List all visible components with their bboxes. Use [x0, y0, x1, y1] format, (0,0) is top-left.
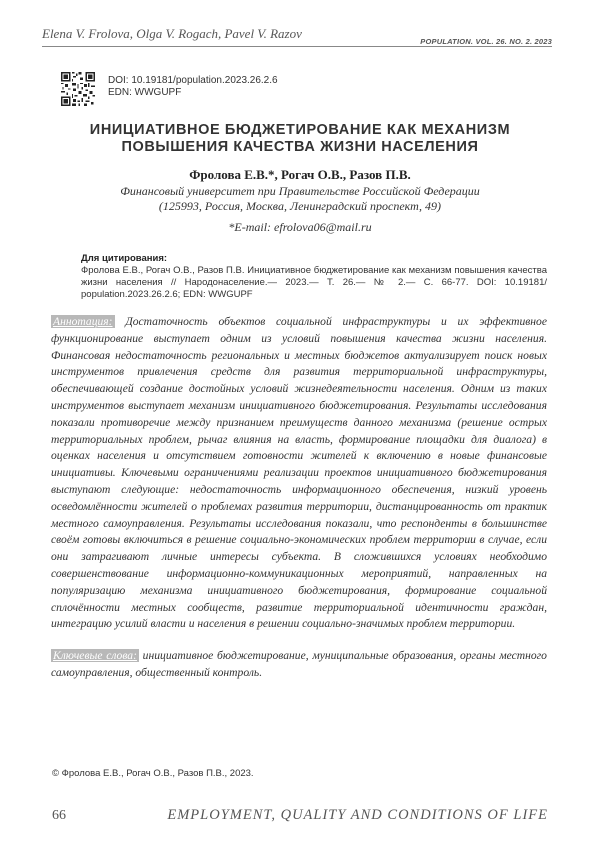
- citation-label: Для цитирования:: [81, 253, 168, 264]
- keywords: [51, 648, 547, 682]
- running-header-authors: Elena V. Frolova, Olga V. Rogach, Pavel V. Razov: [42, 26, 302, 41]
- copyright-notice: © Фролова Е.В., Рогач О.В., Разов П.В., 2023.: [52, 768, 254, 779]
- abstract: [51, 314, 547, 633]
- citation-text: Фролова Е.В., Рогач О.В., Разов П.В. Инициативное бюджетирование как механизм повышения качества жизни населения // Народонаселение.— 2023.— Т. 26.— № 2.— С. 66-77. DOI: 10.19181/ population.2023.26.2.6; EDN: WWGUPF: [81, 265, 547, 301]
- header-divider: [42, 46, 552, 47]
- keywords-text: инициативное бюджетирование, муниципальные образования, органы местного самоуправления, общественный контроль.: [51, 649, 547, 679]
- title-line-2: ПОВЫШЕНИЯ КАЧЕСТВА ЖИЗНИ НАСЕЛЕНИЯ: [121, 139, 479, 155]
- corresponding-email[interactable]: *E-mail: efrolova06@mail.ru: [228, 220, 372, 234]
- section-title: EMPLOYMENT, QUALITY AND CONDITIONS OF LIFE: [167, 807, 548, 823]
- article-authors: Фролова Е.В.*, Рогач О.В., Разов П.В.: [189, 167, 411, 182]
- qr-code-icon: [61, 72, 95, 106]
- affiliation-line-1: Финансовый университет при Правительстве Российской Федерации: [120, 184, 480, 198]
- doi-line[interactable]: DOI: 10.19181/population.2023.26.2.6: [108, 75, 278, 86]
- article-title: [60, 122, 540, 156]
- affiliation-line-2: (125993, Россия, Москва, Ленинградский проспект, 49): [158, 199, 442, 213]
- doi-block: [108, 75, 278, 99]
- abstract-label: Аннотация:: [53, 315, 113, 328]
- title-line-1: ИНИЦИАТИВНОЕ БЮДЖЕТИРОВАНИЕ КАК МЕХАНИЗМ: [89, 122, 511, 138]
- abstract-text: Достаточность объектов социальной инфраструктуры и их эффективное функционирование выступает одним из условий повышения качества жизни населения. Финансовая недостаточность региональных и местных бюджетов актуализирует поиск новых инструментов привлечения средств для развития территориальной инфраструктуры, обеспечивающей создание достойных условий жизнедеятельности населения. Одним из таких инструментов выступает механизм инициативного бюджетирования. Результаты исследования показали противоречие между признанием преимуществ данного механизма (решение острых территориальных проблем, рычаг влияния на власть, формирование площадки для диалога) в оценках населения и отсутствием готовности жителей к включению в новые финансовые инициативы. Ключевыми ограничениями реализации проектов инициативного бюджетирования выступают следующие: недостаточность информационного обеспечения, низкий уровень осведомлённости жителей о проблемах развития территории, дистанцированность от практик местного самоуправления. Результаты исследования показали, что респонденты в большинстве своём готовы включиться в решение социально-экономических проблем территории в случае, если они затрагивают личные интересы субъекта. В сложившихся условиях необходимо совершенствование информационно-коммуникационных мероприятий, направленных на популяризацию механизма инициативного бюджетирования, формирование социальной сплочённости местных сообществ, развитие территориальной идентичности граждан, интеграцию усилий власти и населения в решении социально-значимых проблем территории.: [51, 315, 547, 631]
- affiliation: [60, 184, 540, 214]
- keywords-label: Ключевые слова:: [53, 649, 137, 662]
- page-number: 66: [52, 808, 66, 823]
- edn-line: EDN: WWGUPF: [108, 87, 182, 98]
- running-header-journal: POPULATION. VOL. 26. NO. 2. 2023: [420, 37, 552, 46]
